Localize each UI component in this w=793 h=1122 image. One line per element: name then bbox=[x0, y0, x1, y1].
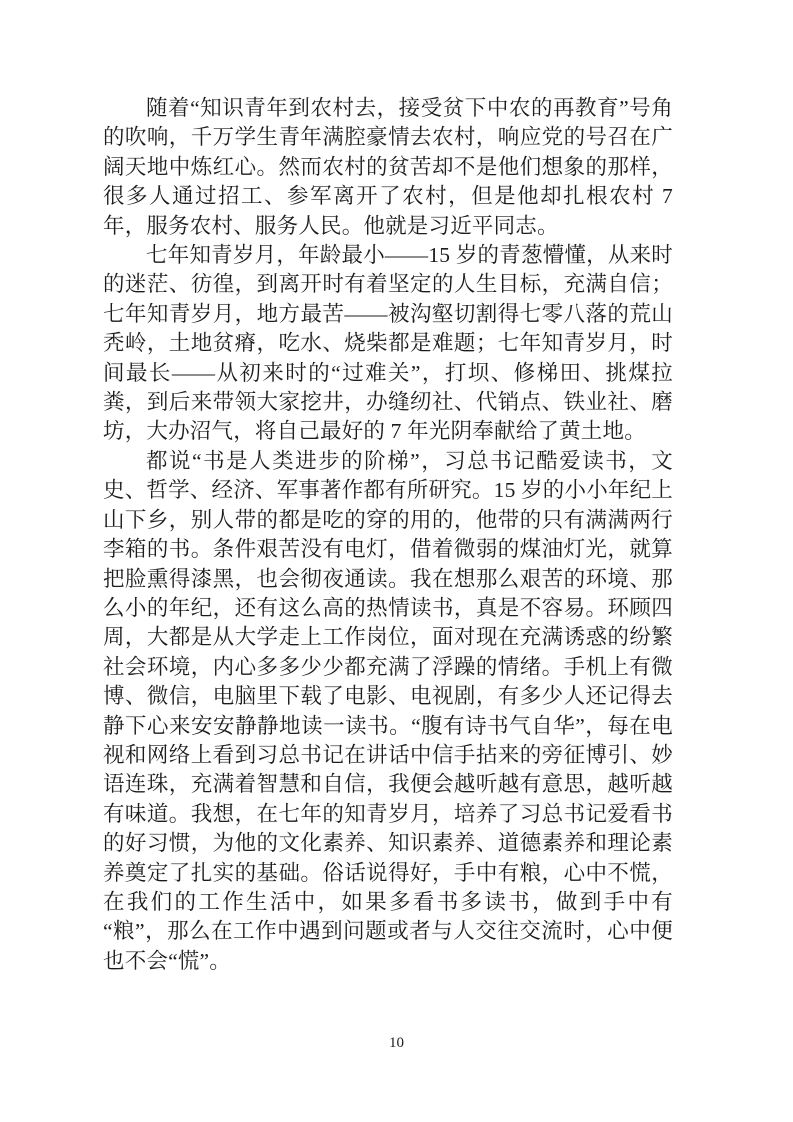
paragraph-reading: 都说“书是人类进步的阶梯”，习总书记酷爱读书，文史、哲学、经济、军事著作都有所研究。15 岁的小小年纪上山下乡，别人带的都是吃的穿的用的，他带的只有满满两行李箱的书。条件艰苦没有电灯，借着微弱的煤油灯光，就算把脸熏得漆黑，也会彻夜通读。我在想那么艰苦的环境、那么小的年纪，还有这么高的热情读书，真是不容易。环顾四周，大都是从大学走上工作岗位，面对现在充满诱惑的纷繁社会环境，内心多多少少都充满了浮躁的情绪。手机上有微博、微信，电脑里下载了电影、电视剧，有多少人还记得去静下心来安安静静地读一读书。“腹有诗书气自华”，每在电视和网络上看到习总书记在讲话中信手拈来的旁征博引、妙语连珠，充满着智慧和自信，我便会越听越有意思，越听越有味道。我想，在七年的知青岁月，培养了习总书记爱看书的好习惯，为他的文化素养、知识素养、道德素养和理论素养奠定了扎实的基础。俗话说得好，手中有粮，心中不慌，在我们的工作生活中，如果多看书多读书，做到手中有“粮”，那么在工作中遇到问题或者与人交往交流时，心中便也不会“慌”。 bbox=[103, 448, 673, 973]
page-number: 10 bbox=[389, 1035, 404, 1051]
paragraph-intro: 随着“知识青年到农村去，接受贫下中农的再教育”号角的吹响，千万学生青年满腔豪情去农村，响应党的号召在广阔天地中炼红心。然而农村的贫苦却不是他们想象的那样，很多人通过招工、参军离开了农村，但是他却扎根农村 7 年，服务农村、服务人民。他就是习近平同志。 bbox=[103, 96, 673, 238]
paragraph-seven-years: 七年知青岁月，年龄最小——15 岁的青葱懵懂，从来时的迷茫、彷徨，到离开时有着坚定的人生目标，充满自信；七年知青岁月，地方最苦——被沟壑切割得七零八落的荒山秃岭，土地贫瘠，吃水、烧柴都是难题；七年知青岁月，时间最长——从初来时的“过难关”，打坝、修梯田、挑煤拉粪，到后来带领大家挖井，办缝纫社、代销点、铁业社、磨坊，大办沼气，将自己最好的 7 年光阴奉献给了黄土地。 bbox=[103, 243, 673, 444]
document-body bbox=[103, 94, 673, 976]
page-footer bbox=[0, 1034, 793, 1052]
